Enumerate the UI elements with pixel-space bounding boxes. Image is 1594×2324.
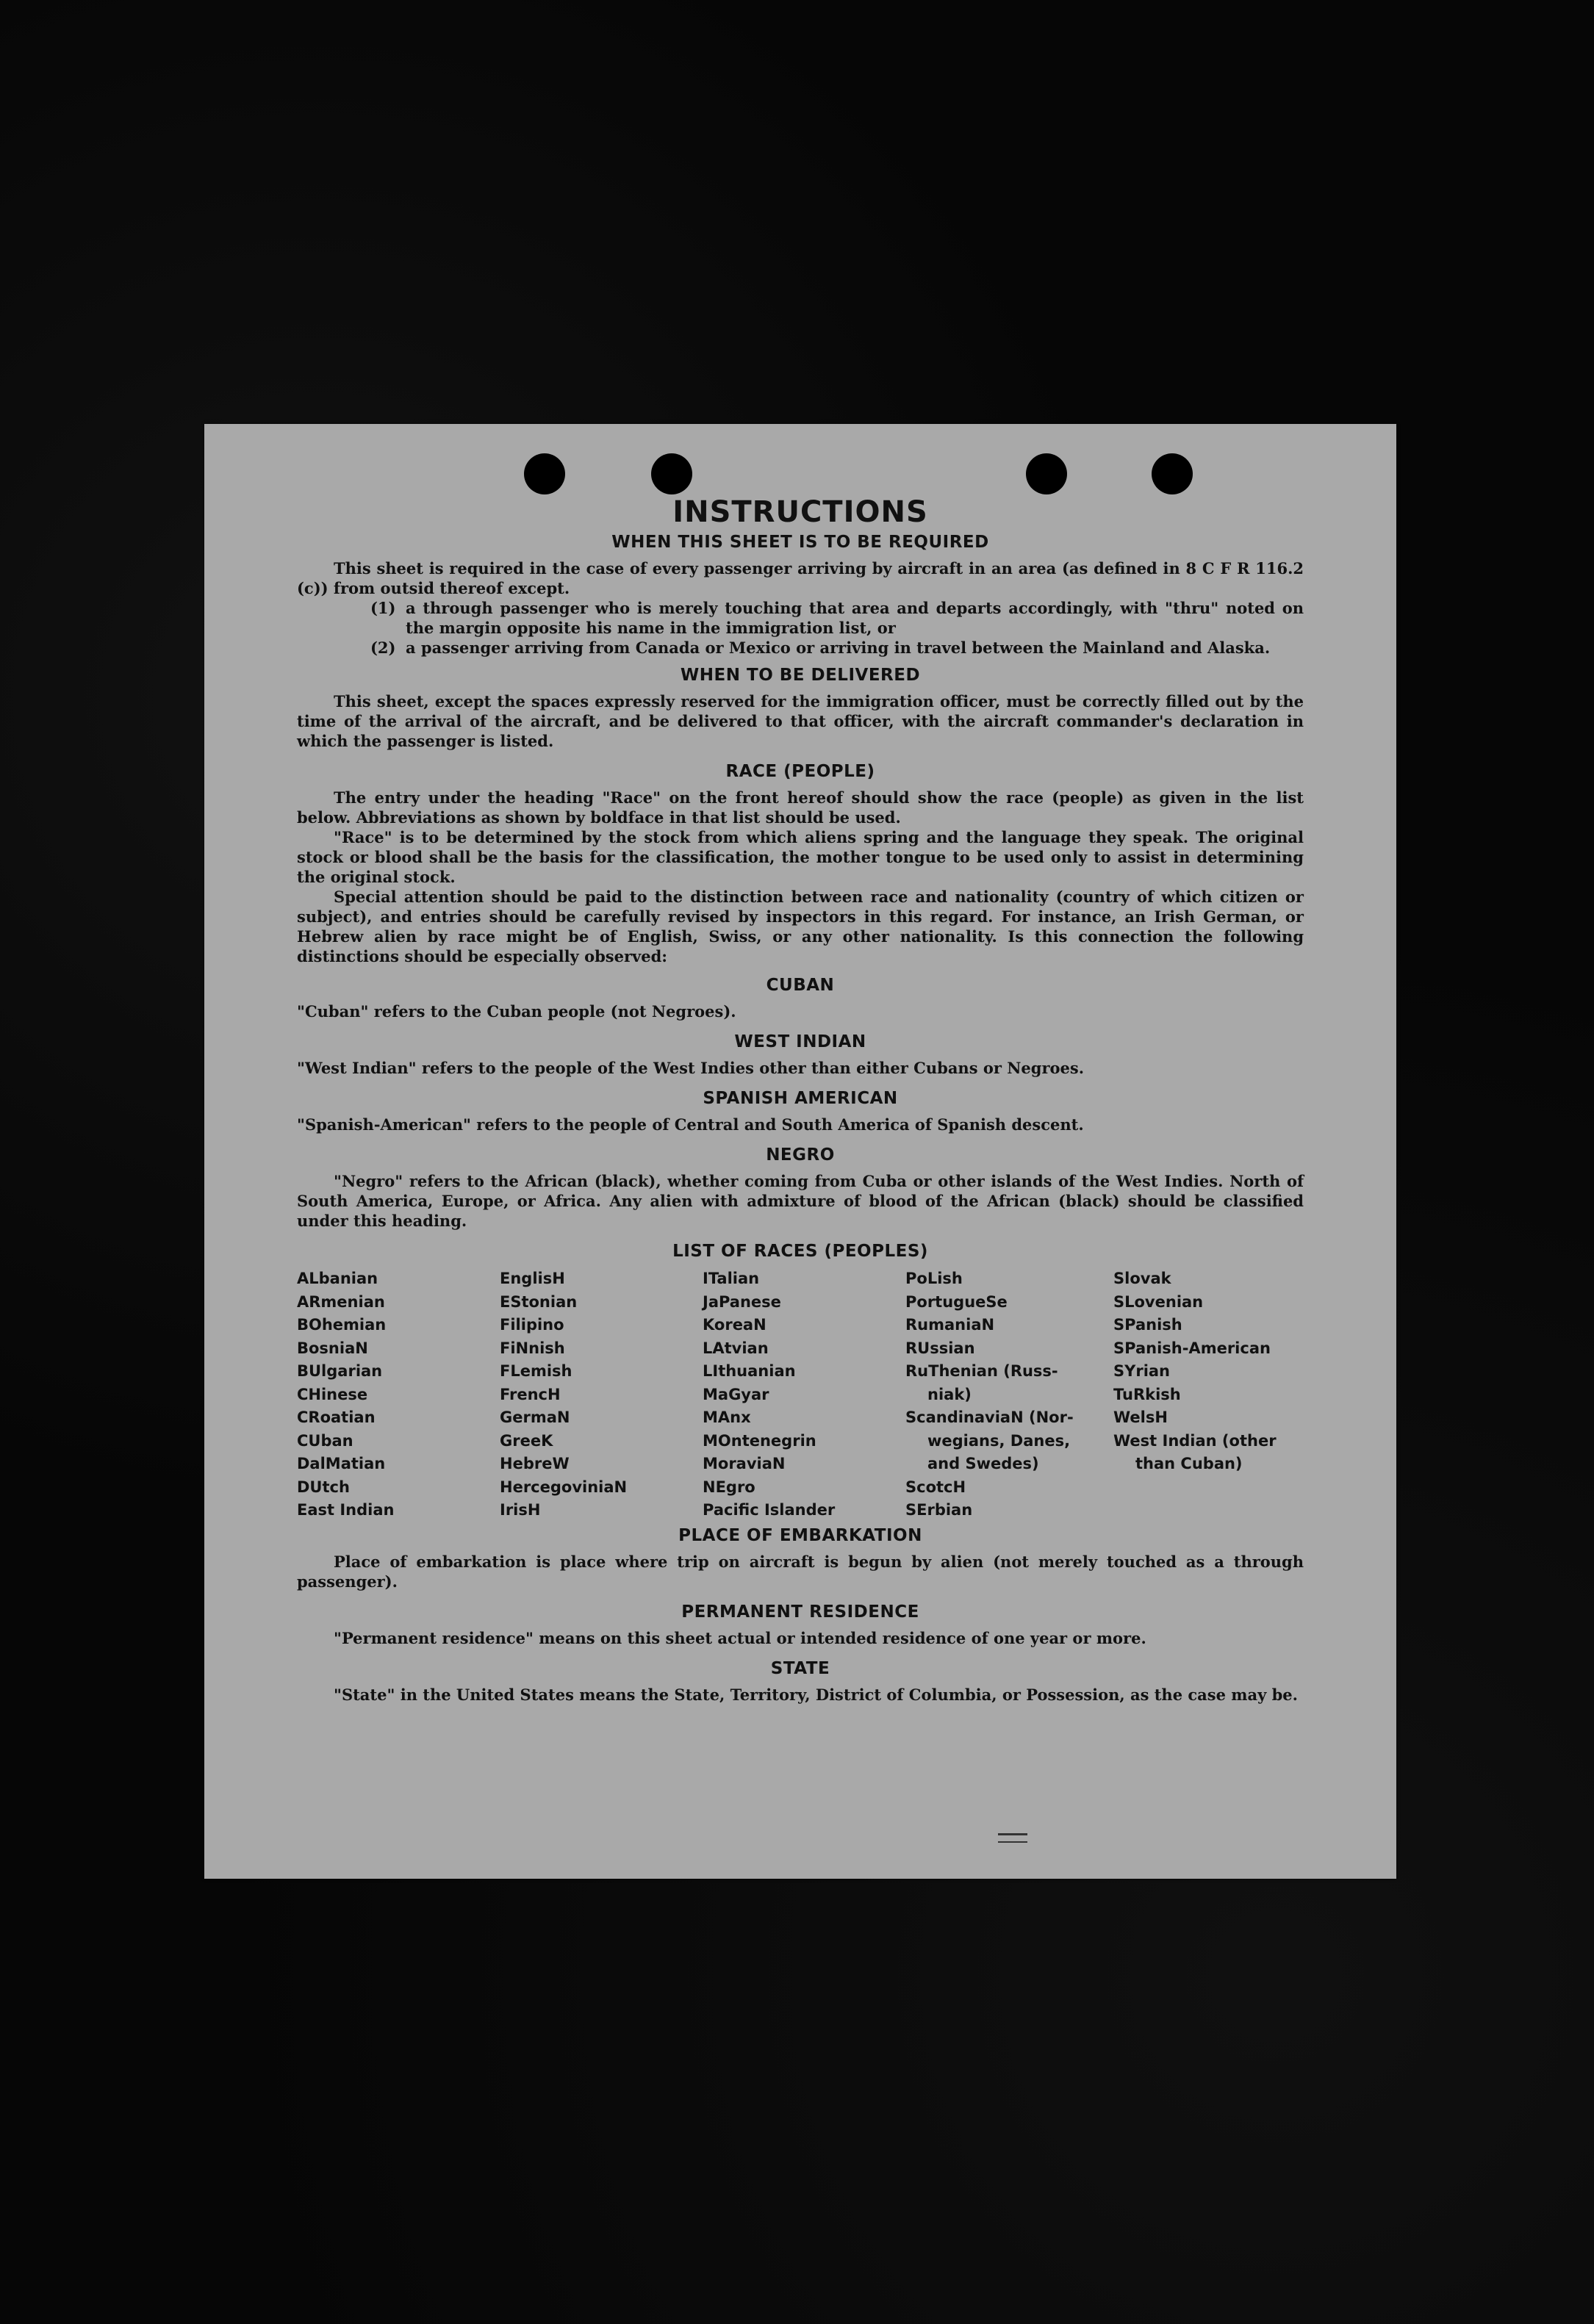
race-item: Slovak xyxy=(1113,1270,1171,1287)
exception-text: a through passenger who is merely touching that area and departs accordingly, with "thru" noted on the margin opposite his name in the immigration list, or xyxy=(406,599,1304,637)
section-heading-when-required: WHEN THIS SHEET IS TO BE REQUIRED xyxy=(611,533,989,552)
permanent-residence-text: "Permanent residence" means on this sheet actual or intended residence of one year or more. xyxy=(334,1628,1146,1647)
race-item: HebreW xyxy=(500,1455,570,1472)
race-item: CRoatian xyxy=(297,1409,376,1426)
race-item: GermaN xyxy=(500,1409,570,1426)
race-item: niak) xyxy=(927,1385,972,1403)
race-item: ITalian xyxy=(703,1270,760,1287)
race-item: HercegoviniaN xyxy=(500,1478,628,1496)
cuban-text: "Cuban" refers to the Cuban people (not Negroes). xyxy=(297,1002,736,1021)
race-item: MAnx xyxy=(703,1409,751,1426)
section-heading-spanish-american: SPANISH AMERICAN xyxy=(703,1089,898,1108)
race-item: RUssian xyxy=(905,1339,975,1357)
race-item: SPanish-American xyxy=(1113,1339,1271,1357)
race-item: SYrian xyxy=(1113,1362,1171,1380)
race-paragraph-1: The entry under the heading "Race" on the front hereof should show the race (people) as given in the list below. Abbreviations as shown by boldface in that list should be used. xyxy=(297,788,1304,827)
race-item: ScotcH xyxy=(905,1478,966,1496)
place-of-embarkation-text: Place of embarkation is place where trip on aircraft is begun by alien (not merely touched as a through passenger). xyxy=(297,1552,1304,1591)
race-item: and Swedes) xyxy=(927,1455,1039,1472)
race-item: LIthuanian xyxy=(703,1362,796,1380)
race-item: EnglisH xyxy=(500,1270,565,1287)
race-item: PortugueSe xyxy=(905,1292,1008,1311)
race-item: LAtvian xyxy=(703,1339,769,1357)
when-required-intro: This sheet is required in the case of every passenger arriving by aircraft in an area (as defined in 8 C F R 116.2 (c)) from outsid thereof except. xyxy=(297,559,1304,597)
race-item: ALbanian xyxy=(297,1270,378,1287)
document-content xyxy=(297,494,1304,1705)
race-item: MaGyar xyxy=(703,1385,769,1403)
race-item: EStonian xyxy=(500,1292,578,1311)
race-item: CHinese xyxy=(297,1385,368,1403)
when-delivered-text: This sheet, except the spaces expressly reserved for the immigration officer, must be correctly filled out by the time of the arrival of the aircraft, and be delivered to that officer, with the aircraft commander's declaration in which the passenger is listed. xyxy=(297,692,1304,750)
section-heading-state: STATE xyxy=(770,1658,830,1678)
races-column xyxy=(1113,1267,1304,1522)
races-column xyxy=(297,1267,500,1522)
west-indian-text: "West Indian" refers to the people of the West Indies other than either Cubans or Negroes. xyxy=(297,1059,1085,1077)
page-title: INSTRUCTIONS xyxy=(672,495,928,529)
section-heading-permanent-residence: PERMANENT RESIDENCE xyxy=(681,1602,919,1622)
race-item: ARmenian xyxy=(297,1292,385,1311)
race-item: CUban xyxy=(297,1431,353,1450)
section-heading-place-of-embarkation: PLACE OF EMBARKATION xyxy=(678,1525,922,1545)
exception-number: (2) xyxy=(370,638,396,657)
state-text: "State" in the United States means the State, Territory, District of Columbia, or Possession, as the case may be. xyxy=(334,1685,1298,1704)
section-heading-race: RACE (PEOPLE) xyxy=(725,762,875,781)
race-item: DUtch xyxy=(297,1478,350,1496)
section-heading-west-indian: WEST INDIAN xyxy=(734,1032,866,1051)
race-item: than Cuban) xyxy=(1135,1455,1243,1472)
races-column xyxy=(500,1267,703,1522)
section-heading-list-of-races: LIST OF RACES (PEOPLES) xyxy=(672,1242,928,1261)
race-item: SErbian xyxy=(905,1501,973,1519)
race-item: Pacific Islander xyxy=(703,1501,836,1519)
races-column xyxy=(905,1267,1113,1522)
section-heading-when-delivered: WHEN TO BE DELIVERED xyxy=(680,666,921,685)
race-item: IrisH xyxy=(500,1501,541,1519)
punch-hole xyxy=(1152,453,1193,494)
punch-hole xyxy=(524,453,565,494)
race-item: FiNnish xyxy=(500,1339,565,1357)
race-item: FrencH xyxy=(500,1385,561,1403)
race-item: NEgro xyxy=(703,1478,755,1496)
exception-text: a passenger arriving from Canada or Mexico or arriving in travel between the Mainland and Alaska. xyxy=(406,638,1271,657)
race-item: Filipino xyxy=(500,1316,564,1334)
punch-hole xyxy=(1026,453,1067,494)
race-item: SLovenian xyxy=(1113,1292,1204,1311)
race-item: East Indian xyxy=(297,1501,395,1519)
race-item: West Indian (other xyxy=(1113,1431,1277,1450)
race-item: RumaniaN xyxy=(905,1316,995,1334)
exception-item xyxy=(370,638,1304,658)
race-item: MOntenegrin xyxy=(703,1431,816,1450)
race-item: DalMatian xyxy=(297,1455,386,1472)
race-item: WelsH xyxy=(1113,1409,1168,1426)
race-item: ScandinaviaN (Nor- xyxy=(905,1409,1074,1426)
race-item: JaPanese xyxy=(703,1292,781,1311)
exception-number: (1) xyxy=(370,599,396,617)
punch-hole xyxy=(651,453,692,494)
spanish-american-text: "Spanish-American" refers to the people of Central and South America of Spanish descent. xyxy=(297,1115,1084,1134)
exception-item xyxy=(370,598,1304,638)
race-item: wegians, Danes, xyxy=(927,1431,1071,1450)
races-table xyxy=(297,1267,1304,1522)
section-heading-negro: NEGRO xyxy=(766,1145,835,1165)
negro-text: "Negro" refers to the African (black), whether coming from Cuba or other islands of the West Indies. North of South America, Europe, or Africa. Any alien with admixture of blood of the African (black) should be classified under this heading. xyxy=(297,1172,1304,1230)
race-item: MoraviaN xyxy=(703,1455,786,1472)
race-paragraph-2: "Race" is to be determined by the stock from which aliens spring and the language they speak. The original stock or blood shall be the basis for the classification, the mother tongue to be used only to assist in determining the original stock. xyxy=(297,828,1304,886)
race-item: PoLish xyxy=(905,1270,963,1287)
document-page xyxy=(204,424,1396,1879)
race-item: GreeK xyxy=(500,1431,553,1450)
race-paragraph-3: Special attention should be paid to the distinction between race and nationality (country of which citizen or subject), and entries should be carefully revised by inspectors in this regard. For instance, an Irish German, or Hebrew alien by race might be of English, Swiss, or any other nationality. Is this connection the following distinctions should be especially observed: xyxy=(297,888,1304,965)
races-column xyxy=(703,1267,905,1522)
race-item: KoreaN xyxy=(703,1316,767,1334)
race-item: FLemish xyxy=(500,1362,572,1380)
race-item: SPanish xyxy=(1113,1316,1182,1334)
ink-mark xyxy=(998,1833,1027,1843)
race-item: TuRkish xyxy=(1113,1385,1181,1403)
race-item: BosniaN xyxy=(297,1339,368,1357)
race-item: BOhemian xyxy=(297,1316,387,1334)
section-heading-cuban: CUBAN xyxy=(766,976,835,995)
race-item: RuThenian (Russ- xyxy=(905,1362,1058,1380)
race-item: BUlgarian xyxy=(297,1362,383,1380)
